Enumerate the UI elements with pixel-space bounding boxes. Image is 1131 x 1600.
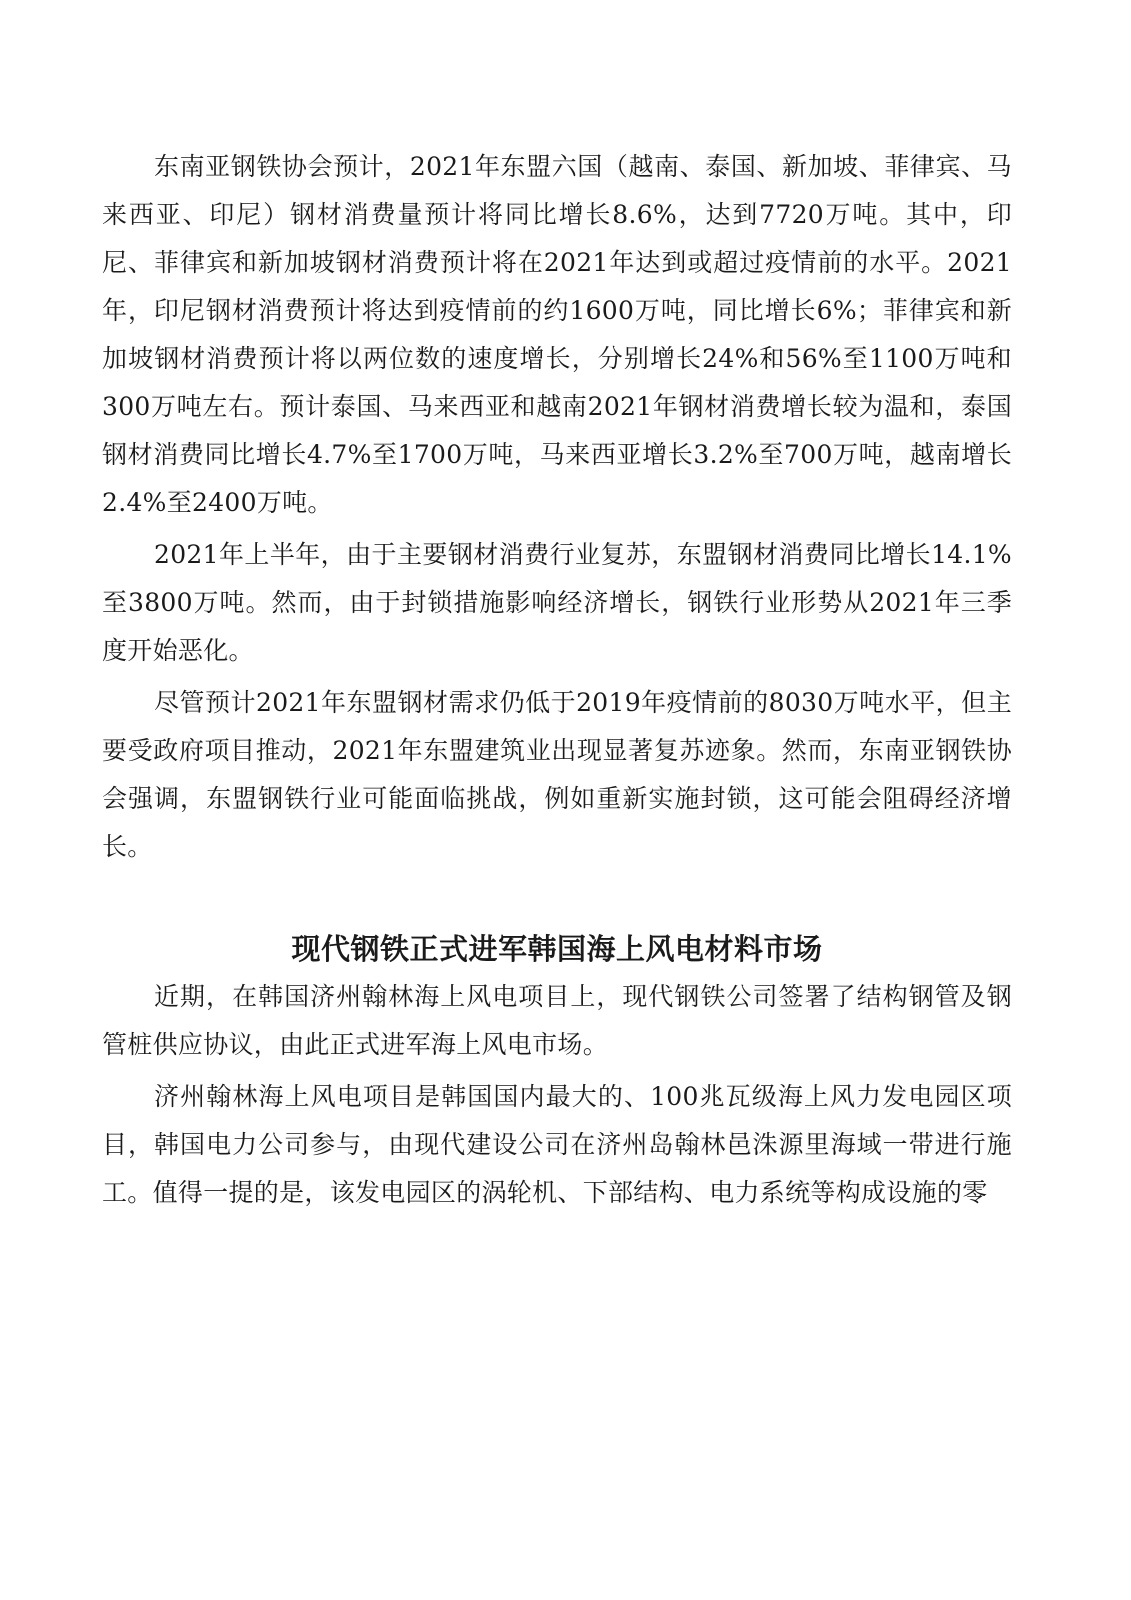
article1-paragraph-1: 东南亚钢铁协会预计，2021年东盟六国（越南、泰国、新加坡、菲律宾、马来西亚、印尼）钢材消费量预计将同比增长8.6%，达到7720万吨。其中，印尼、菲律宾和新加坡钢材消费预计将在2021年达到或超过疫情前的水平。2021年，印尼钢材消费预计将达到疫情前的约1600万吨，同比增长6%；菲律宾和新加坡钢材消费预计将以两位数的速度增长，分别增长24%和56%至1100万吨和300万吨左右。预计泰国、马来西亚和越南2021年钢材消费增长较为温和，泰国钢材消费同比增长4.7%至1700万吨，马来西亚增长3.2%至700万吨，越南增长2.4%至2400万吨。 <box>102 152 1012 517</box>
article1-paragraph-2: 2021年上半年，由于主要钢材消费行业复苏，东盟钢材消费同比增长14.1%至3800万吨。然而，由于封锁措施影响经济增长，钢铁行业形势从2021年三季度开始恶化。 <box>102 540 1012 665</box>
article2-paragraph-1: 近期，在韩国济州翰林海上风电项目上，现代钢铁公司签署了结构钢管及钢管桩供应协议，由此正式进军海上风电市场。 <box>102 982 1012 1059</box>
article2-paragraph-2: 济州翰林海上风电项目是韩国国内最大的、100兆瓦级海上风力发电园区项目，韩国电力公司参与，由现代建设公司在济州岛翰林邑洙源里海域一带进行施工。值得一提的是，该发电园区的涡轮机、下部结构、电力系统等构成设施的零 <box>102 1082 1012 1207</box>
document-body <box>102 143 1012 1221</box>
article1-paragraph-3: 尽管预计2021年东盟钢材需求仍低于2019年疫情前的8030万吨水平，但主要受政府项目推动，2021年东盟建筑业出现显著复苏迹象。然而，东南亚钢铁协会强调，东盟钢铁行业可能面临挑战，例如重新实施封锁，这可能会阻碍经济增长。 <box>102 688 1012 861</box>
article2-title: 现代钢铁正式进军韩国海上风电材料市场 <box>291 932 823 966</box>
